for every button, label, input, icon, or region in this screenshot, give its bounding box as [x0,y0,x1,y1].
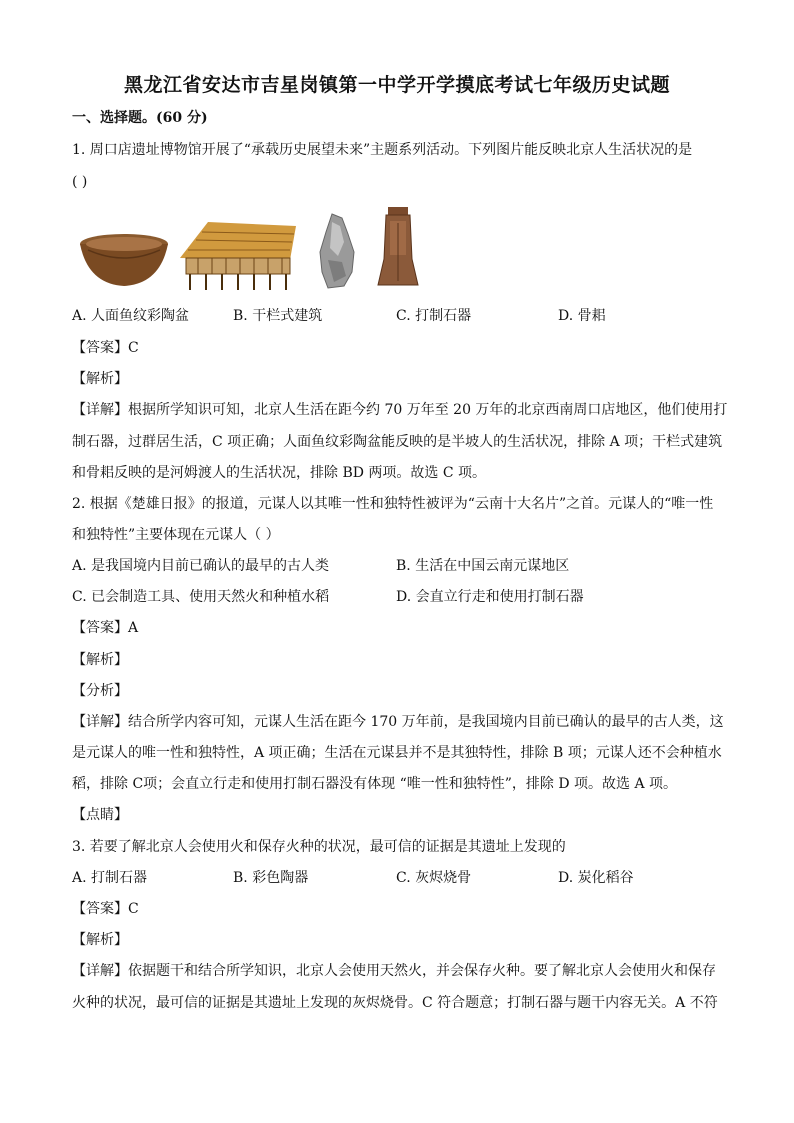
page-title: 黑龙江省安达市吉星岗镇第一中学开学摸底考试七年级历史试题 [123,74,670,96]
section-heading: 一、选择题。(60 分) [72,110,208,126]
q1-detail-line1: 【详解】根据所学知识可知，北京人生活在距今约 70 万年至 20 万年的北京西南周口店地区，他们使用打 [72,402,728,418]
q2-detail-line1: 【详解】结合所学内容可知，元谋人生活在距今 170 万年前，是我国境内目前已确认的最早的古人类，这 [72,714,724,730]
q3-detail-line2: 火种的状况，最可信的证据是其遗址上发现的灰烬烧骨。C 符合题意；打制石器与题干内容无关。A 不符 [72,995,718,1011]
q1-option-a: A. 人面鱼纹彩陶盆 [72,308,190,324]
stilt-house-image [178,220,298,292]
q3-stem-line1: 3. 若要了解北京人会使用火和保存火种的状况，最可信的证据是其遗址上发现的 [72,839,566,855]
q3-option-c: C. 灰烬烧骨 [396,870,472,886]
q3-answer: 【答案】C [72,901,139,917]
q2-option-d: D. 会直立行走和使用打制石器 [396,589,584,605]
q3-detail-line1: 【详解】依据题干和结合所学知识，北京人会使用天然火，并会保存火种。要了解北京人会使用火和保存 [72,963,716,979]
q1-option-b: B. 干栏式建筑 [233,308,323,324]
q2-stem-line2: 和独特性”主要体现在元谋人（ ） [72,527,280,543]
chipped-stone-tool-image [318,212,356,290]
q2-answer: 【答案】A [72,620,139,636]
q1-stem-line2: ( ) [72,174,88,190]
bone-spade-image [376,205,420,291]
q2-option-c: C. 已会制造工具、使用天然火和种植水稻 [72,589,330,605]
q2-detail-line3: 稻，排除 C项；会直立行走和使用打制石器没有体现 “唯一性和独特性”，排除 D 项。故选 A 项。 [72,776,678,792]
q2-detail-line2: 是元谋人的唯一性和独特性，A 项正确；生活在元谋县并不是其独特性，排除 B 项；元谋人还不会种植水 [72,745,722,761]
q2-stem-line1: 2. 根据《楚雄日报》的报道，元谋人以其唯一性和独特性被评为“云南十大名片”之首。元谋人的“唯一性 [72,496,714,512]
q1-detail-line2: 制石器，过群居生活，C 项正确；人面鱼纹彩陶盆能反映的是半坡人的生活状况，排除 A 项；干栏式建筑 [72,434,723,450]
pottery-basin-image [78,232,170,288]
q1-option-c: C. 打制石器 [396,308,472,324]
q1-detail-line3: 和骨耜反映的是河姆渡人的生活状况，排除 BD 两项。故选 C 项。 [72,465,487,481]
q3-analysis: 【解析】 [72,932,128,948]
q3-option-a: A. 打制石器 [72,870,148,886]
q2-dianjing: 【点睛】 [72,807,128,823]
q1-option-d: D. 骨耜 [558,308,606,324]
q2-option-b: B. 生活在中国云南元谋地区 [396,558,570,574]
q2-option-a: A. 是我国境内目前已确认的最早的古人类 [72,558,330,574]
q1-answer: 【答案】C [72,340,139,356]
q1-analysis: 【解析】 [72,371,128,387]
q2-analysis: 【解析】 [72,652,128,668]
q1-stem-line1: 1. 周口店遗址博物馆开展了“承载历史展望未来”主题系列活动。下列图片能反映北京人生活状况的是 [72,142,693,158]
q3-option-d: D. 炭化稻谷 [558,870,634,886]
q3-option-b: B. 彩色陶器 [233,870,309,886]
q2-fenxi: 【分析】 [72,683,128,699]
